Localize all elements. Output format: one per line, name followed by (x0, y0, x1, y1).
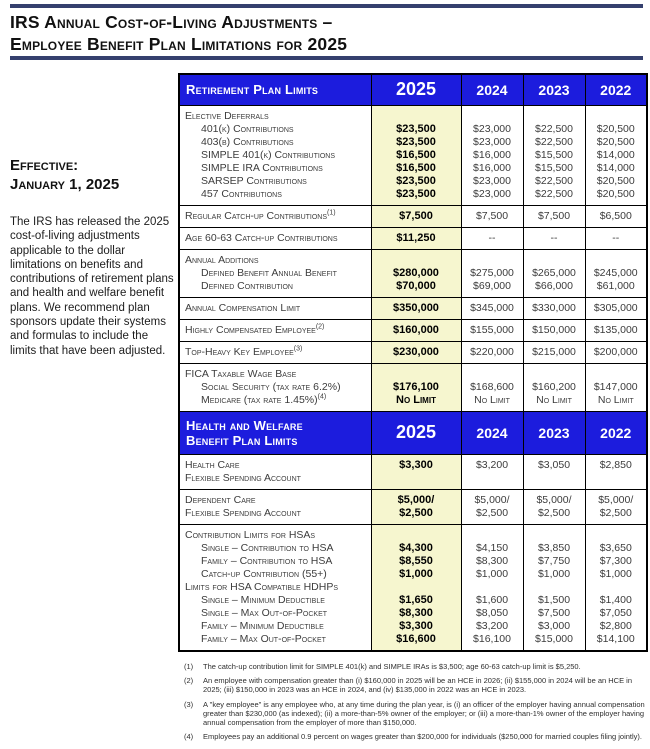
row-label (180, 507, 371, 520)
row-label-text: Flexible Spending Account (185, 471, 301, 484)
value: $1,000 (599, 567, 632, 580)
value-2025 (372, 254, 461, 267)
table-header-title-line: Retirement Plan Limits (186, 82, 319, 98)
value: $69,000 (473, 279, 511, 292)
value-cell (461, 205, 523, 227)
value-2025: $1,000 (399, 567, 433, 580)
row-label-cell (179, 205, 371, 227)
value: $22,500 (535, 174, 573, 187)
value-cell (371, 105, 461, 205)
year-header-2022: 2022 (585, 74, 647, 105)
value-2025: $23,500 (396, 187, 436, 200)
row-label-text: Top-Heavy Key Employee (185, 345, 294, 358)
value-cell (585, 249, 647, 297)
value-cell (371, 319, 461, 341)
value-cell (523, 227, 585, 249)
value-2025: $160,000 (393, 323, 439, 336)
footnote-item (184, 662, 646, 671)
value: $20,500 (596, 187, 635, 200)
footnote-text: Employees pay an additional 0.9 percent on wages greater than $200,000 for individuals ($250,000 for married couples filing jointly). (203, 732, 643, 742)
table-row (179, 319, 647, 341)
value-2025: $11,250 (396, 231, 436, 244)
value: $15,000 (535, 632, 573, 645)
value-cell (371, 249, 461, 297)
value: $5,000/ (598, 493, 634, 506)
value-2025 (372, 529, 461, 542)
value-2025 (372, 368, 461, 381)
row-label-text: Single – Max Out-of-Pocket (201, 606, 328, 619)
footnote-item (184, 700, 646, 728)
table-header-title-line: Health and Welfare (186, 417, 303, 433)
value-cell (461, 454, 523, 489)
row-label (180, 472, 371, 485)
footnote-item (184, 676, 646, 694)
year-header-2025: 2025 (371, 74, 461, 105)
table-header-row (179, 411, 647, 454)
year-header-2023: 2023 (523, 411, 585, 454)
row-label-cell (179, 297, 371, 319)
value-cell (523, 297, 585, 319)
value: $7,500 (475, 209, 509, 222)
value: $23,000 (473, 135, 511, 148)
value-cell (523, 341, 585, 363)
value-cell (585, 105, 647, 205)
value-cell (523, 249, 585, 297)
footnote-text: An employee with compensation greater than (i) $160,000 in 2025 will be an HCE in 2026; (ii) $155,000 in 2024 will be an HCE in 2025; (iii) $150,000 in 2023 was an HCE in 2024, and (iv) $135,000 in 2022 was an HCE in 2023. (203, 676, 633, 695)
row-label (180, 542, 371, 555)
value: $66,000 (535, 279, 573, 292)
row-label (180, 394, 371, 407)
row-label-text: Social Security (tax rate 6.2%) (201, 380, 341, 393)
value: $15,500 (535, 148, 573, 161)
row-label (180, 568, 371, 581)
value-cell (461, 341, 523, 363)
value (524, 368, 585, 381)
table-header-title (179, 74, 371, 105)
value-cell (585, 205, 647, 227)
value: $7,050 (599, 606, 632, 619)
value (524, 581, 585, 594)
table-header-title (179, 411, 371, 454)
value: $147,000 (593, 380, 638, 393)
value: $61,000 (596, 279, 635, 292)
value (524, 254, 585, 267)
row-label-text: SIMPLE 401(k) Contributions (201, 148, 336, 161)
value: $22,500 (535, 135, 573, 148)
row-label (180, 529, 371, 542)
value-2025: $1,650 (399, 593, 433, 606)
effective-date-heading (10, 156, 174, 194)
value-cell (371, 297, 461, 319)
value: -- (612, 231, 620, 244)
value-2025: $280,000 (393, 266, 439, 279)
effective-heading-line1: Effective: (10, 157, 79, 174)
value (586, 368, 647, 381)
row-label-cell (179, 105, 371, 205)
value-cell (461, 489, 523, 524)
value-cell (461, 297, 523, 319)
table-row (179, 454, 647, 489)
value: $155,000 (470, 323, 514, 336)
value-2025: $23,500 (396, 135, 436, 148)
value: $3,050 (537, 458, 571, 471)
value: $8,050 (475, 606, 509, 619)
row-label (180, 607, 371, 620)
value-2025 (372, 581, 461, 594)
value-cell (585, 227, 647, 249)
table-row (179, 489, 647, 524)
value-2025: $3,300 (399, 619, 433, 632)
value: $160,200 (532, 380, 576, 393)
page-title-line2: Employee Benefit Plan Limitations for 2025 (10, 34, 348, 54)
table-row (179, 227, 647, 249)
value-cell (523, 524, 585, 651)
value: $22,500 (535, 122, 573, 135)
value (462, 529, 523, 542)
value: $14,000 (596, 148, 635, 161)
year-header-2023: 2023 (523, 74, 585, 105)
value: $3,000 (537, 619, 571, 632)
row-label (180, 149, 371, 162)
value: $330,000 (532, 301, 576, 314)
row-label-text: SIMPLE IRA Contributions (201, 161, 323, 174)
value: $14,000 (596, 161, 635, 174)
value-cell (523, 489, 585, 524)
row-label (180, 555, 371, 568)
sidebar (10, 156, 174, 358)
value: $4,150 (475, 541, 509, 554)
table-header-title-line: Benefit Plan Limits (186, 432, 298, 448)
row-label (180, 633, 371, 646)
value: $2,800 (599, 619, 632, 632)
value: $8,300 (475, 554, 509, 567)
value: $3,200 (475, 619, 509, 632)
value-cell (461, 524, 523, 651)
value: $275,000 (470, 266, 514, 279)
row-label-text: Regular Catch-up Contributions (185, 209, 328, 222)
value-2025: $70,000 (396, 279, 436, 292)
year-header-2024: 2024 (461, 411, 523, 454)
value-2025: $8,300 (399, 606, 433, 619)
row-label-text: Defined Contribution (201, 279, 293, 292)
value: $168,600 (470, 380, 514, 393)
table-row (179, 363, 647, 411)
top-divider (10, 4, 643, 8)
row-label (180, 494, 371, 507)
value-cell (523, 363, 585, 411)
value-2025: $2,500 (399, 506, 433, 519)
page-title-line1: IRS Annual Cost-of-Living Adjustments – (10, 12, 333, 32)
value: $7,750 (537, 554, 571, 567)
row-label (180, 188, 371, 201)
value-cell (585, 454, 647, 489)
row-label-text: FICA Taxable Wage Base (185, 367, 297, 380)
value: $6,500 (599, 209, 632, 222)
footnote-ref: (2) (315, 323, 325, 330)
row-label-text: Highly Compensated Employee (185, 323, 316, 336)
row-label-text: Catch-up Contribution (55+) (201, 567, 327, 580)
row-label (180, 254, 371, 267)
table-row (179, 524, 647, 651)
value: $3,850 (537, 541, 571, 554)
value: $1,000 (475, 567, 509, 580)
value-cell (585, 341, 647, 363)
row-label (180, 381, 371, 394)
row-label (180, 280, 371, 293)
footnote-ref: (3) (293, 345, 303, 352)
value: $265,000 (532, 266, 576, 279)
value-cell (523, 105, 585, 205)
value (586, 529, 647, 542)
row-label-text: Age 60-63 Catch-up Contributions (185, 231, 338, 244)
value: $245,000 (593, 266, 638, 279)
value: $200,000 (593, 345, 638, 358)
row-label (180, 267, 371, 280)
row-label-text: Annual Additions (185, 253, 259, 266)
value-2025: $5,000/ (397, 493, 435, 506)
value: $1,600 (475, 593, 509, 606)
row-label-text: Family – Max Out-of-Pocket (201, 632, 326, 645)
footnote-number: (1) (184, 662, 194, 671)
row-label-cell (179, 341, 371, 363)
value (586, 581, 647, 594)
row-label-text: Single – Contribution to HSA (201, 541, 334, 554)
row-label-text: 401(k) Contributions (201, 122, 294, 135)
title-underline-divider (10, 56, 643, 60)
value: $16,000 (473, 161, 511, 174)
value: $7,300 (599, 554, 632, 567)
row-label (180, 210, 371, 223)
value (462, 254, 523, 267)
value (524, 472, 585, 485)
value-2025: $23,500 (396, 122, 436, 135)
row-label (180, 324, 371, 337)
value: $20,500 (596, 122, 635, 135)
value: $16,100 (473, 632, 511, 645)
value-2025 (372, 472, 461, 485)
value (462, 110, 523, 123)
value: $14,100 (596, 632, 635, 645)
row-label-text: Health Care (185, 458, 240, 471)
value: $1,400 (599, 593, 632, 606)
value-cell (523, 454, 585, 489)
value-2025: $350,000 (393, 301, 439, 314)
row-label-text: Single – Minimum Deductible (201, 593, 325, 606)
value-cell (461, 363, 523, 411)
footnote-ref: (4) (317, 393, 327, 400)
value-2025: $23,500 (396, 174, 436, 187)
row-label (180, 123, 371, 136)
value (586, 110, 647, 123)
value-cell (461, 105, 523, 205)
year-header-2025: 2025 (371, 411, 461, 454)
table-row (179, 105, 647, 205)
value (462, 581, 523, 594)
value-2025: $7,500 (399, 209, 433, 222)
row-label-text: Medicare (tax rate 1.45%) (201, 393, 318, 406)
value (462, 368, 523, 381)
value (586, 254, 647, 267)
value-2025: $176,100 (393, 380, 439, 393)
value: -- (550, 231, 558, 244)
value-2025 (372, 110, 461, 123)
value-cell (371, 341, 461, 363)
row-label (180, 581, 371, 594)
value: -- (488, 231, 496, 244)
value: $7,500 (537, 209, 571, 222)
row-label-cell (179, 489, 371, 524)
value: $20,500 (596, 174, 635, 187)
value-cell (523, 319, 585, 341)
value-cell (585, 524, 647, 651)
value: $23,000 (473, 174, 511, 187)
value: No Limit (597, 393, 634, 406)
value: $5,000/ (536, 493, 572, 506)
value: $2,850 (599, 458, 632, 471)
table-row (179, 205, 647, 227)
row-label-text: SARSEP Contributions (201, 174, 307, 187)
footnote-text: A "key employee" is any employee who, at any time during the plan year, is (i) an officer of the employer having annual compensation greater than $230,000 (as indexed); (ii) a more-than-5% owner of the employer; or (iii) a more-than-1% owner of the employer having annual compensation from the employer of more than $150,000. (203, 699, 645, 728)
value: $1,500 (537, 593, 571, 606)
value-2025: $8,550 (399, 554, 433, 567)
value: $3,650 (599, 541, 632, 554)
value-2025: $230,000 (393, 345, 439, 358)
footnote-item (184, 732, 646, 741)
value: $150,000 (532, 323, 576, 336)
value-cell (371, 454, 461, 489)
value: $20,500 (596, 135, 635, 148)
benefit-limits-table (178, 73, 648, 652)
row-label-text: Elective Deferrals (185, 109, 269, 122)
value-cell (371, 227, 461, 249)
row-label-cell (179, 319, 371, 341)
value: $220,000 (470, 345, 514, 358)
row-label-text: Annual Compensation Limit (185, 301, 301, 314)
value (524, 110, 585, 123)
row-label (180, 232, 371, 245)
row-label-text: 457 Contributions (201, 187, 282, 200)
value-2025: $16,500 (396, 148, 436, 161)
value (586, 472, 647, 485)
value-cell (585, 297, 647, 319)
value (524, 529, 585, 542)
value: $23,000 (473, 122, 511, 135)
row-label-text: Limits for HSA Compatible HDHPs (185, 580, 338, 593)
value-2025: No Limit (396, 393, 436, 406)
footnote-number: (3) (184, 699, 194, 709)
value: $7,500 (537, 606, 571, 619)
table-row (179, 297, 647, 319)
row-label (180, 302, 371, 315)
table-row (179, 249, 647, 297)
value-cell (461, 227, 523, 249)
row-label-cell (179, 454, 371, 489)
value: $215,000 (532, 345, 576, 358)
value-cell (371, 363, 461, 411)
value: $2,500 (475, 506, 509, 519)
row-label (180, 459, 371, 472)
value: No Limit (536, 393, 572, 406)
value: $3,200 (475, 458, 509, 471)
effective-heading-line2: January 1, 2025 (10, 176, 120, 193)
sidebar-paragraph: The IRS has released the 2025 cost-of-living adjustments applicable to the dollar limitations on benefits and contributions of retirement plans and health and welfare benefit plans. We recommend plan sponsors update their systems and formulas to include the limits that have been adjusted. (10, 216, 174, 357)
row-label-text: 403(b) Contributions (201, 135, 294, 148)
row-label-text: Dependent Care (185, 493, 256, 506)
row-label-cell (179, 249, 371, 297)
value-2025: $3,300 (399, 458, 433, 471)
row-label (180, 162, 371, 175)
value: $305,000 (593, 301, 638, 314)
footnote-number: (2) (184, 676, 194, 686)
row-label-text: Family – Contribution to HSA (201, 554, 333, 567)
row-label (180, 368, 371, 381)
row-label-cell (179, 524, 371, 651)
value: $2,500 (537, 506, 571, 519)
value: $15,500 (535, 161, 573, 174)
row-label (180, 110, 371, 123)
footnote-text: The catch-up contribution limit for SIMPLE 401(k) and SIMPLE IRAs is $3,500; age 60-63 catch-up limit is $5,250. (203, 662, 581, 671)
footnote-ref: (1) (327, 209, 336, 216)
row-label-text: Contribution Limits for HSAs (185, 528, 316, 541)
row-label (180, 346, 371, 359)
row-label-text: Family – Minimum Deductible (201, 619, 324, 632)
value-cell (585, 319, 647, 341)
value: $22,500 (535, 187, 573, 200)
value-cell (585, 363, 647, 411)
value: $135,000 (593, 323, 638, 336)
row-label-cell (179, 363, 371, 411)
value-cell (461, 319, 523, 341)
value: $345,000 (470, 301, 514, 314)
table-header-row (179, 74, 647, 105)
value-cell (523, 205, 585, 227)
table-row (179, 341, 647, 363)
row-label (180, 136, 371, 149)
value-2025: $16,600 (396, 632, 436, 645)
row-label (180, 175, 371, 188)
value-cell (585, 489, 647, 524)
footnotes-list (184, 662, 646, 746)
value-cell (461, 249, 523, 297)
value: $2,500 (599, 506, 632, 519)
row-label-text: Defined Benefit Annual Benefit (201, 266, 337, 279)
page-title (10, 11, 347, 55)
value-cell (371, 489, 461, 524)
value (462, 472, 523, 485)
year-header-2022: 2022 (585, 411, 647, 454)
value-cell (371, 205, 461, 227)
row-label-text: Flexible Spending Account (185, 506, 301, 519)
limits-table-container (178, 73, 648, 652)
value-2025: $16,500 (396, 161, 436, 174)
value: $23,000 (473, 187, 511, 200)
year-header-2024: 2024 (461, 74, 523, 105)
row-label (180, 594, 371, 607)
row-label (180, 620, 371, 633)
footnote-number: (4) (184, 732, 194, 742)
row-label-cell (179, 227, 371, 249)
value: $5,000/ (474, 493, 510, 506)
value: $16,000 (473, 148, 511, 161)
value-2025: $4,300 (399, 541, 433, 554)
value: No Limit (474, 393, 510, 406)
value-cell (371, 524, 461, 651)
value: $1,000 (537, 567, 571, 580)
